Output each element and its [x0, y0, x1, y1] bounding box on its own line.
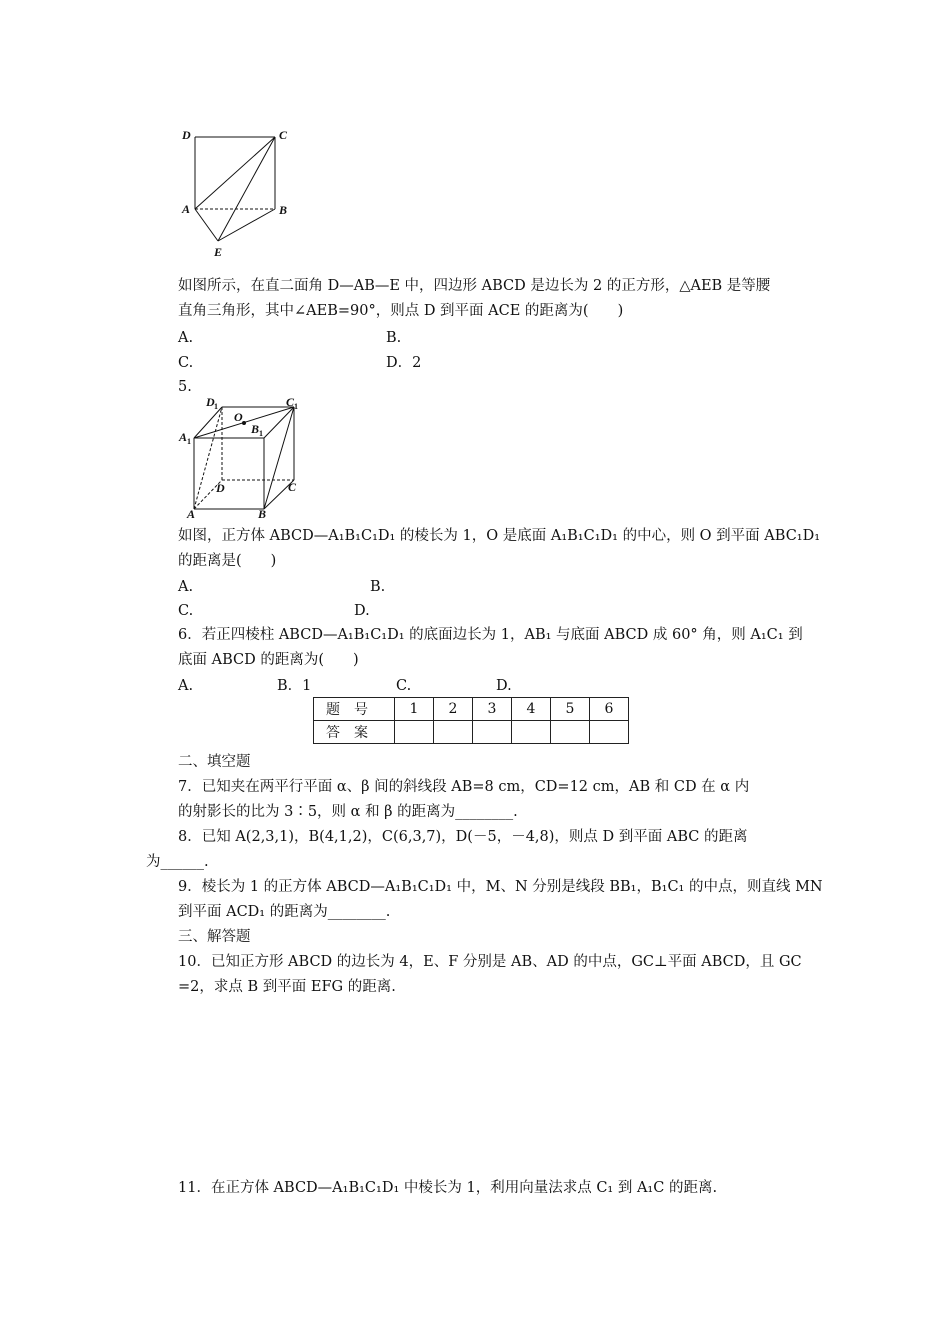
- answer-table-answer-row: [314, 721, 629, 744]
- answer-cell[interactable]: [434, 721, 473, 744]
- label-d1: D: [206, 395, 215, 409]
- label-a1-sub: 1: [187, 437, 191, 446]
- problem4-option-a: A.: [178, 330, 194, 346]
- label-c1-sub: 1: [294, 402, 298, 411]
- problem8-line2: 为______.: [146, 854, 209, 870]
- problem7-line2: 的射影长的比为 3∶5，则 α 和 β 的距离为________.: [178, 804, 518, 820]
- label-b: B: [279, 203, 288, 217]
- problem5-stem-line2: 的距离是( ): [178, 553, 277, 569]
- problem5-option-b: B.: [370, 579, 386, 595]
- label-d: D: [216, 481, 225, 495]
- problem10-line2: =2，求点 B 到平面 EFG 的距离.: [178, 979, 396, 995]
- problem4-option-b: B.: [386, 330, 402, 346]
- problem6-option-b: B．1: [277, 678, 312, 694]
- problem11-line1: 11．在正方体 ABCD—A₁B₁C₁D₁ 中棱长为 1，利用向量法求点 C₁ 到 A₁C 的距离.: [178, 1180, 718, 1196]
- answer-table-number: 3: [473, 698, 512, 721]
- problem5-option-d: D.: [354, 603, 370, 619]
- label-o: O: [234, 410, 243, 424]
- problem5-stem-line1: 如图，正方体 ABCD—A₁B₁C₁D₁ 的棱长为 1，O 是底面 A₁B₁C₁D₁ 的中心，则 O 到平面 ABC₁D₁: [178, 528, 821, 544]
- problem6-option-a: A.: [178, 678, 194, 694]
- label-a: A: [187, 507, 196, 519]
- answer-cell[interactable]: [551, 721, 590, 744]
- answer-cell[interactable]: [395, 721, 434, 744]
- answer-cell[interactable]: [473, 721, 512, 744]
- cube-figure: [176, 394, 306, 519]
- label-b1: B: [251, 422, 260, 436]
- section2-title: 二、填空题: [178, 754, 251, 770]
- problem5-option-a: A.: [178, 579, 194, 595]
- label-d1-sub: 1: [214, 402, 218, 411]
- label-a: A: [182, 202, 191, 216]
- answer-table-header-row: [314, 698, 629, 721]
- answer-table-number: 5: [551, 698, 590, 721]
- problem4-stem-line1: 如图所示，在直二面角 D—AB—E 中，四边形 ABCD 是边长为 2 的正方形，△AEB 是等腰: [178, 278, 771, 294]
- problem6-stem-line1: 6．若正四棱柱 ABCD—A₁B₁C₁D₁ 的底面边长为 1，AB₁ 与底面 ABCD 成 60° 角，则 A₁C₁ 到: [178, 627, 803, 643]
- problem6-option-d: D.: [496, 678, 512, 694]
- problem9-line2: 到平面 ACD₁ 的距离为________.: [178, 904, 391, 920]
- problem9-line1: 9．棱长为 1 的正方体 ABCD—A₁B₁C₁D₁ 中，M、N 分别是线段 BB₁，B₁C₁ 的中点，则直线 MN: [178, 879, 823, 895]
- label-a1: A: [179, 430, 188, 444]
- section3-title: 三、解答题: [178, 929, 251, 945]
- label-c: C: [279, 128, 288, 142]
- problem10-line1: 10．已知正方形 ABCD 的边长为 4，E、F 分别是 AB、AD 的中点，GC⊥平面 ABCD，且 GC: [178, 954, 802, 970]
- problem4-stem-line2: 直角三角形，其中∠AEB=90°，则点 D 到平面 ACE 的距离为( ): [178, 303, 624, 319]
- problem6-stem-line2: 底面 ABCD 的距离为( ): [178, 652, 359, 668]
- problem7-line1: 7．已知夹在两平行平面 α、β 间的斜线段 AB=8 cm，CD=12 cm，AB 和 CD 在 α 内: [178, 779, 750, 795]
- dihedral-angle-figure: [178, 125, 298, 265]
- answer-table-answer-label: 答案: [314, 721, 395, 744]
- answer-table-number: 4: [512, 698, 551, 721]
- problem4-option-d: D．2: [386, 355, 422, 371]
- label-b1-sub: 1: [259, 429, 263, 438]
- problem6-option-c: C.: [396, 678, 412, 694]
- answer-table-number: 1: [395, 698, 434, 721]
- answer-cell[interactable]: [512, 721, 551, 744]
- answer-table-number: 6: [590, 698, 629, 721]
- problem4-option-c: C.: [178, 355, 194, 371]
- answer-table-number: 2: [434, 698, 473, 721]
- problem5-option-c: C.: [178, 603, 194, 619]
- label-c1: C: [286, 395, 295, 409]
- answer-cell[interactable]: [590, 721, 629, 744]
- problem8-line1: 8．已知 A(2,3,1)，B(4,1,2)，C(6,3,7)，D(－5，－4,8)，则点 D 到平面 ABC 的距离: [178, 829, 748, 845]
- label-d: D: [182, 128, 191, 142]
- label-e: E: [214, 245, 223, 259]
- label-b: B: [258, 507, 267, 519]
- label-c: C: [288, 480, 297, 494]
- answer-table: [313, 697, 629, 744]
- problem5-number: 5.: [178, 379, 192, 395]
- answer-table-header-label: 题号: [314, 698, 395, 721]
